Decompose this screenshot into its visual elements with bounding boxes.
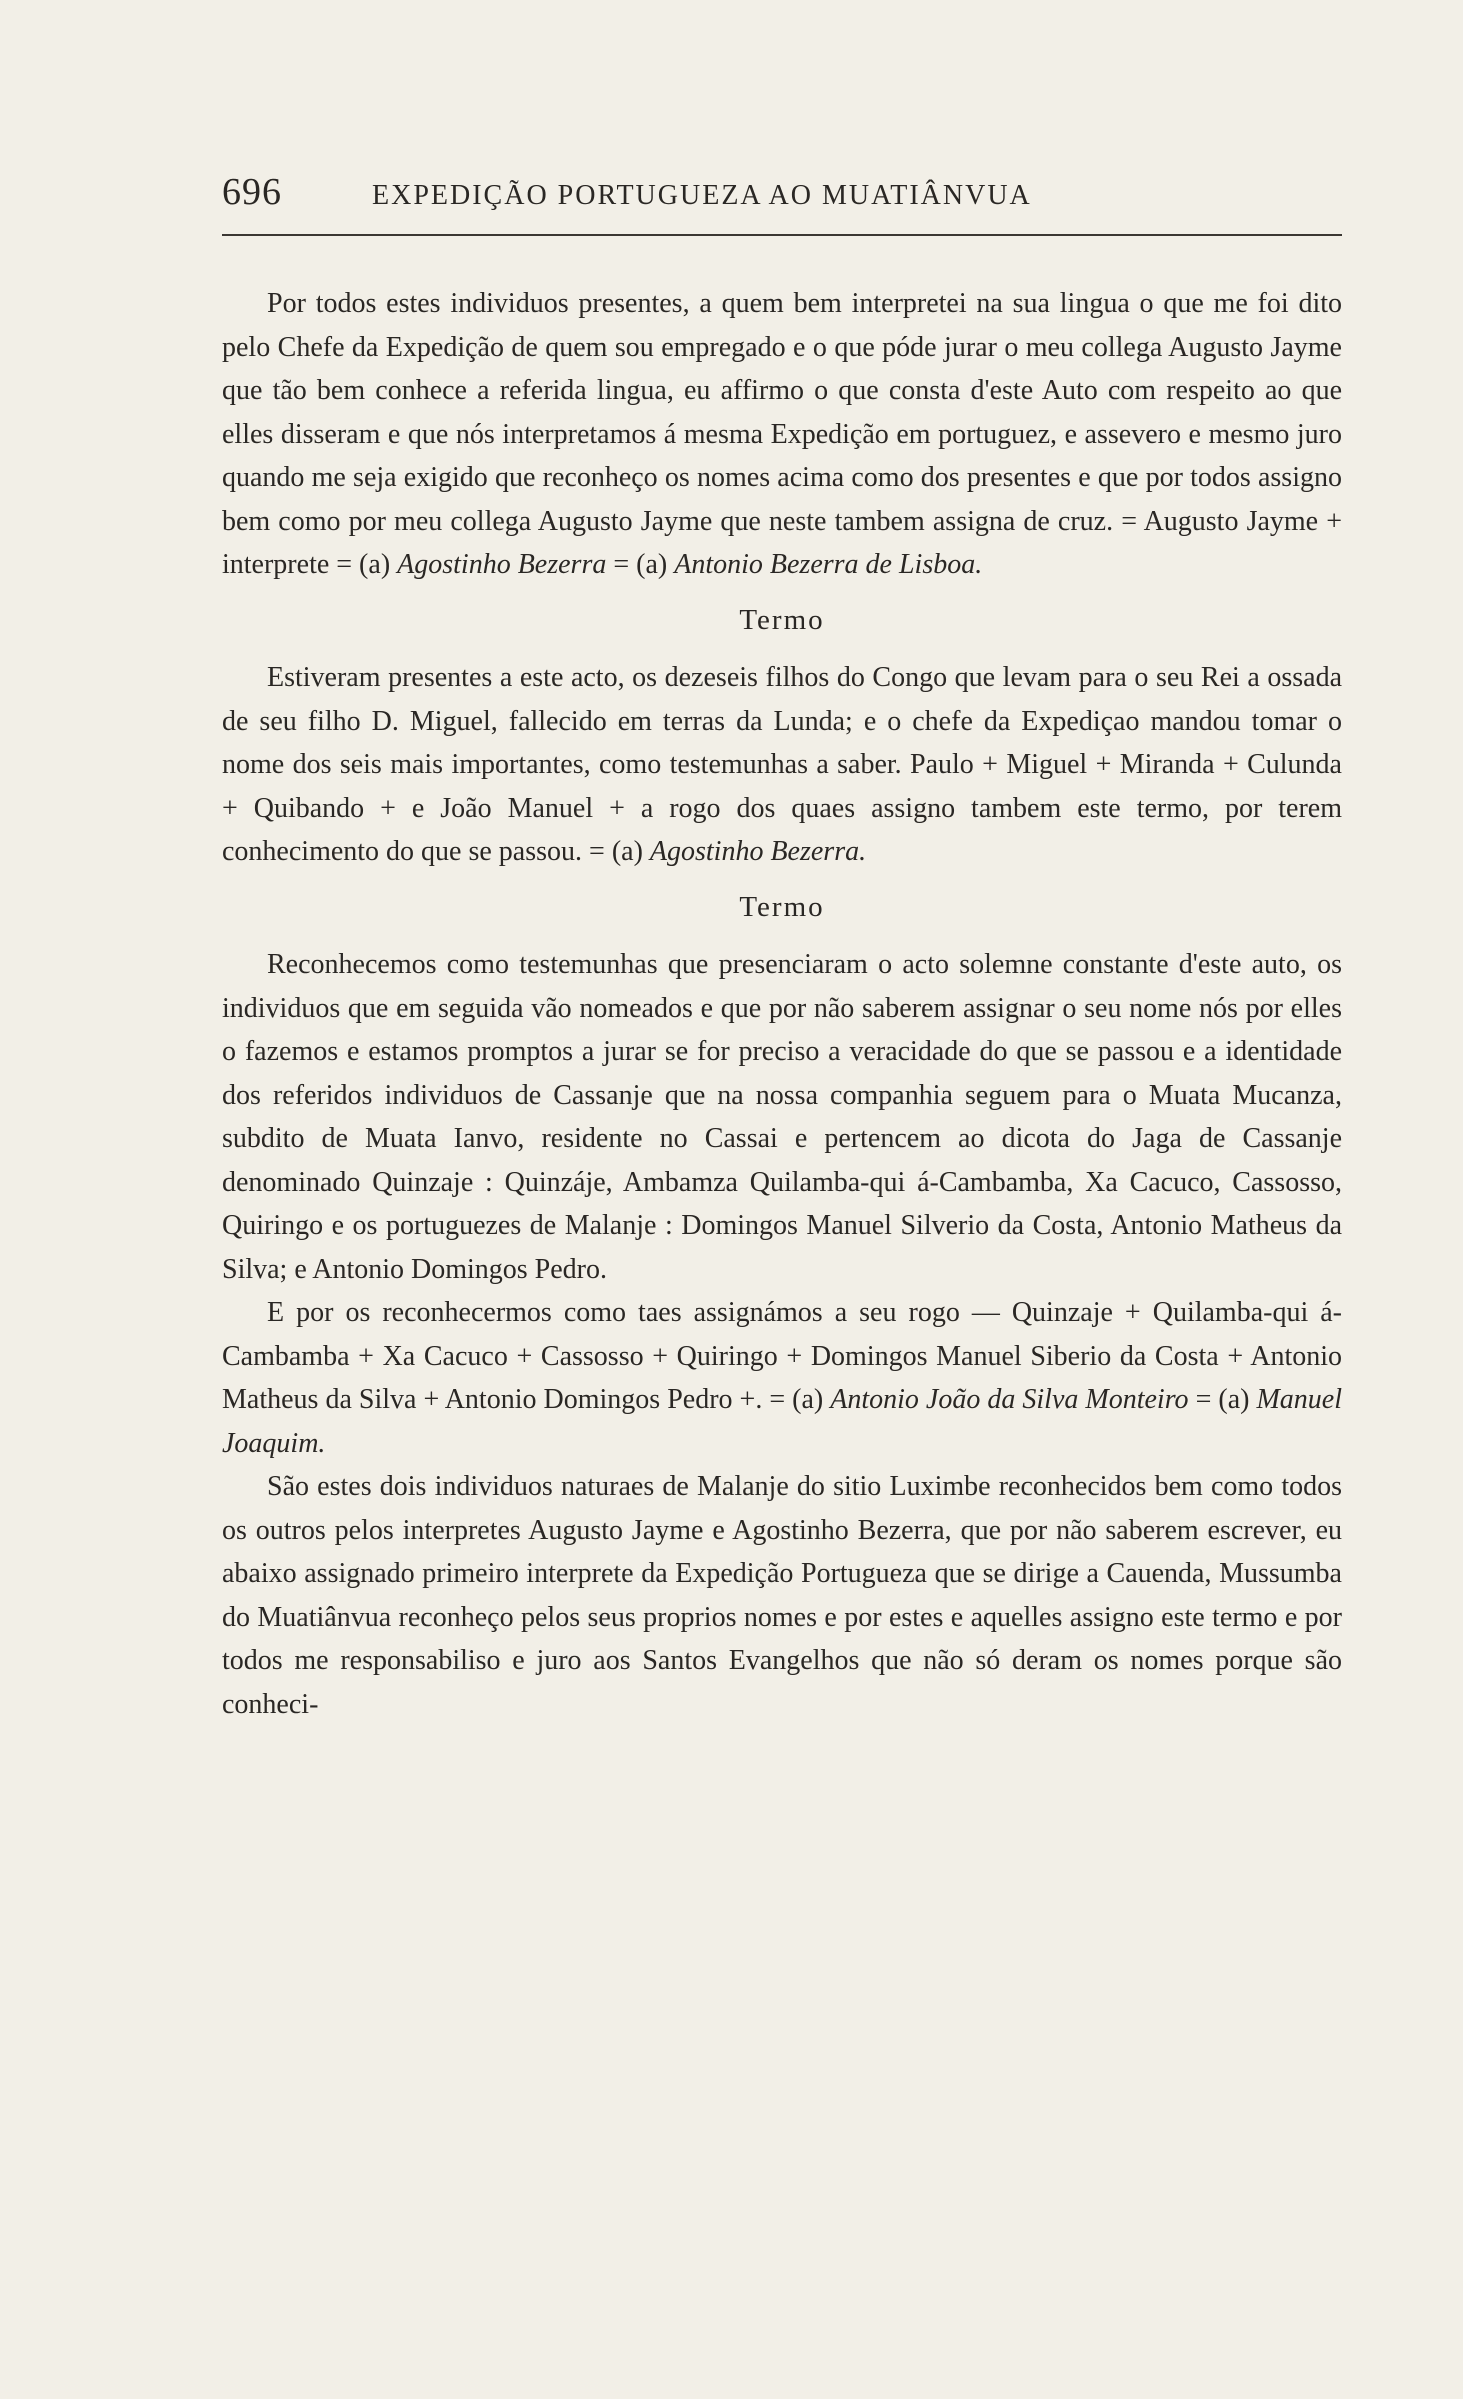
paragraph-3: Reconhecemos como testemunhas que presenciaram o acto solemne constante d'este auto, os individuos que em seguida vão nomeados e que por não saberem assignar o seu nome nós por elles o fazemos e estamos promptos a jurar se for preciso a veracidade do que se passou e a identidade dos referidos individuos de Cassanje que na nossa companhia seguem para o Muata Mucanza, subdito de Muata Ianvo, residente no Cassai e pertencem ao dicota do Jaga de Cassanje denominado Quinzaje : Quinzáje, Ambamza Quilamba-qui á-Cambamba, Xa Cacuco, Cassosso, Quiringo e os portuguezes de Malanje : Domingos Manuel Silverio da Costa, Antonio Matheus da Silva; e Antonio Domingos Pedro. [222,949,1342,1285]
section-heading-termo-2: Termo [739,890,825,923]
paragraph-4-separator: = (a) [1188,1384,1257,1415]
signature-agostinho-bezerra: Agostinho Bezerra [397,549,607,580]
signature-manuel-joaquim: Manuel Joaquim. [222,1384,1343,1459]
signature-agostinho-bezerra-2: Agostinho Bezerra. [649,836,867,867]
paragraph-5: São estes dois individuos naturaes de Malanje do sitio Luximbe reconhecidos bem como todos os outros pelos interpretes Augusto Jayme e Agostinho Bezerra, que por não saberem escrever, eu abaixo assignado primeiro interprete da Expedição Portugueza que se dirige a Cauenda, Mussumba do Muatiânvua reconheço pelos seus proprios nomes e por estes e aquelles assigno este termo e por todos me responsabiliso e juro aos Santos Evangelhos que não só deram os nomes porque são conheci- [222,1471,1342,1720]
paragraph-4-text: E por os reconhecermos como taes assignámos a seu rogo — Quinzaje + Quilamba-qui á-Cambamba + Xa Cacuco + Cassosso + Quiringo + Domingos Manuel Siberio da Costa + Antonio Matheus da Silva + Antonio Domingos Pedro +. = (a) [222,1297,1342,1415]
page-number: 696 [222,171,282,213]
paragraph-1-separator: = (a) [606,549,675,580]
signature-antonio-monteiro: Antonio João da Silva Monteiro [830,1384,1189,1415]
paragraph-2 [222,656,1342,874]
paragraph-1 [222,282,1342,587]
section-heading-termo-1: Termo [739,603,825,636]
paragraph-2-text: Estiveram presentes a este acto, os dezeseis filhos do Congo que levam para o seu Rei a ossada de seu filho D. Miguel, fallecido em terras da Lunda; e o chefe da Expediçao mandou tomar o nome dos seis mais importantes, como testemunhas a saber. Paulo + Miguel + Miranda + Culunda + Quibando + e João Manuel + a rogo dos quaes assigno tambem este termo, por terem conhecimento do que se passou. = (a) [222,662,1342,867]
paragraph-1-text: Por todos estes individuos presentes, a quem bem interpretei na sua lingua o que me foi dito pelo Chefe da Expedição de quem sou empregado e o que póde jurar o meu collega Augusto Jayme que tão bem conhece a referida lingua, eu affirmo o que consta d'este Auto com respeito ao que elles disseram e que nós interpretamos á mesma Expedição em portuguez, e assevero e mesmo juro quando me seja exigido que reconheço os nomes acima como dos presentes e que por todos assigno bem como por meu collega Augusto Jayme que neste tambem assigna de cruz. = Augusto Jayme + interprete = (a) [222,288,1342,580]
running-title: EXPEDIÇÃO PORTUGUEZA AO MUATIÂNVUA [372,180,1032,211]
paragraph-4 [222,1291,1342,1465]
page [222,170,1342,1726]
page-header [222,170,1342,236]
signature-antonio-bezerra: Antonio Bezerra de Lisboa. [674,549,983,580]
page-body [222,282,1342,1726]
